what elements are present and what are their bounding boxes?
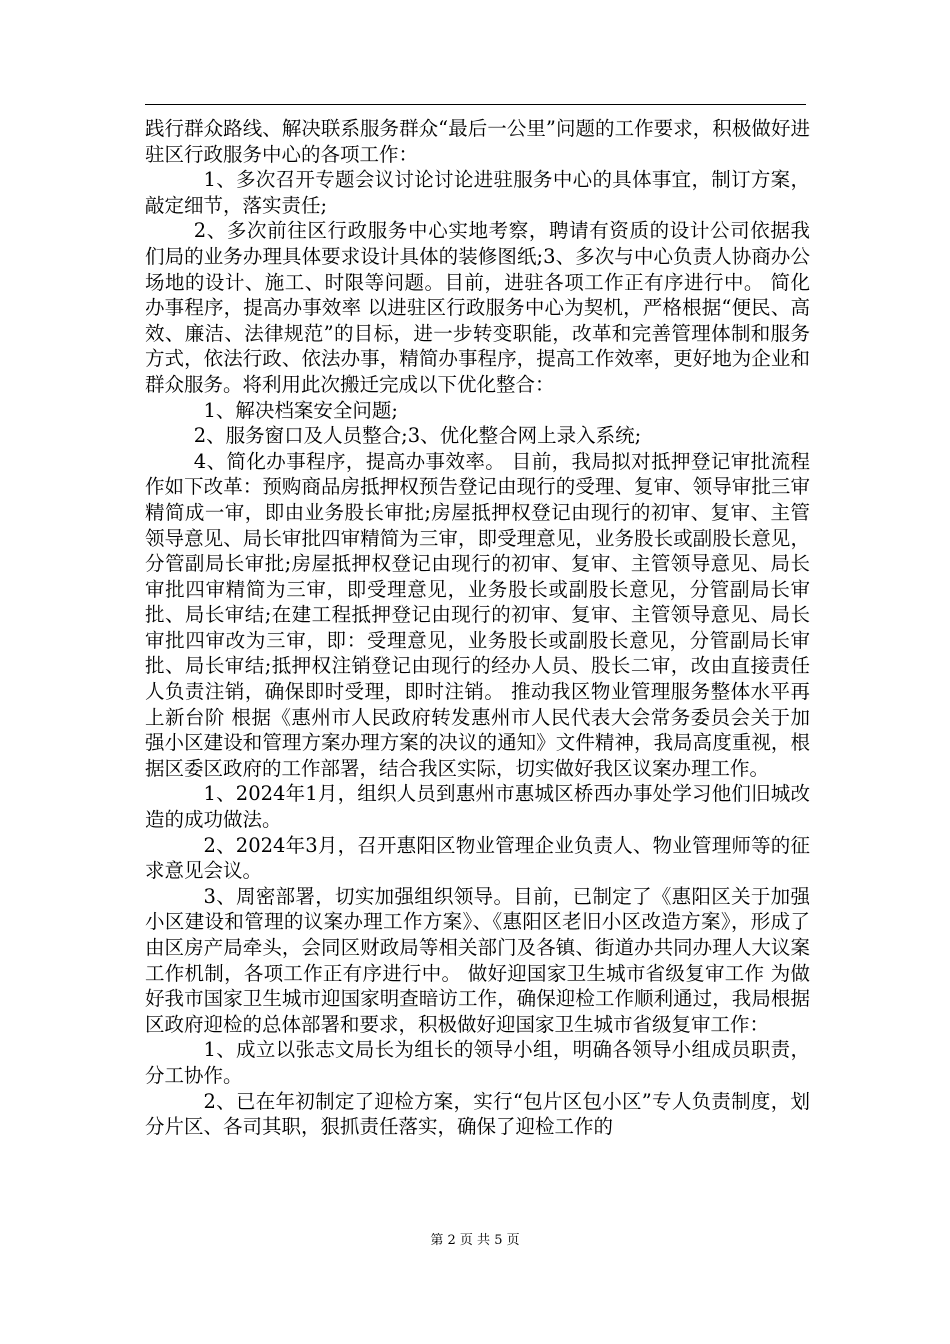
paragraph-8: 2、2024年3月，召开惠阳区物业管理企业负责人、物业管理师等的征求意见会议。 (145, 833, 810, 883)
paragraph-11: 2、已在年初制定了迎检方案，实行“包片区包小区”专人负责制度，划分片区、各司其职，狠抓责任落实，确保了迎检工作的 (145, 1089, 810, 1139)
document-body (145, 116, 810, 1140)
paragraph-5: 2、服务窗口及人员整合;3、优化整合网上录入系统; (193, 424, 642, 448)
paragraph-9: 3、周密部署，切实加强组织领导。目前，已制定了《惠阳区关于加强小区建设和管理的议案办理工作方案》、《惠阳区老旧小区改造方案》，形成了由区房产局牵头，会同区财政局等相关部门及各镇、街道办共同办理人大议案工作机制，各项工作正有序进行中。 做好迎国家卫生城市省级复审工作 为做好我市国家卫生城市迎国家明查暗访工作，确保迎检工作顺利通过，我局根据区政府迎检的总体部署和要求，积极做好迎国家卫生城市省级复审工作： (145, 884, 810, 1036)
paragraph-6: 4、简化办事程序，提高办事效率。 目前，我局拟对抵押登记审批流程作如下改革：预购商品房抵押权预告登记由现行的受理、复审、领导审批三审精简成一审，即由业务股长审批;房屋抵押权登记由现行的初审、复审、主管领导意见、局长审批四审精简为三审，即受理意见，业务股长或副股长意见，分管副局长审批;房屋抵押权登记由现行的初审、复审、主管领导意见、局长审批四审精简为三审，即受理意见，业务股长或副股长意见，分管副局长审批、局长审结;在建工程抵押登记由现行的初审、复审、主管领导意见、局长审批四审改为三审，即：受理意见，业务股长或副股长意见，分管副局长审批、局长审结;抵押权注销登记由现行的经办人员、股长二审，改由直接责任人负责注销，确保即时受理，即时注销。 推动我区物业管理服务整体水平再上新台阶 根据《惠州市人民政府转发惠州市人民代表大会常务委员会关于加强小区建设和管理方案办理方案的决议的通知》文件精神，我局高度重视，根据区委区政府的工作部署，结合我区实际，切实做好我区议案办理工作。 (145, 449, 810, 780)
paragraph-1: 践行群众路线、解决联系服务群众“最后一公里”问题的工作要求，积极做好进驻区行政服务中心的各项工作： (145, 117, 810, 166)
paragraph-2: 1、多次召开专题会议讨论讨论进驻服务中心的具体事宜，制订方案，敲定细节，落实责任; (145, 168, 810, 217)
paragraph-7: 1、2024年1月，组织人员到惠州市惠城区桥西办事处学习他们旧城改造的成功做法。 (145, 782, 810, 832)
page-footer: 第 2 页 共 5 页 (430, 1233, 520, 1248)
paragraph-4: 1、解决档案安全问题; (203, 398, 398, 422)
paragraph-3: 2、多次前往区行政服务中心实地考察，聘请有资质的设计公司依据我们局的业务办理具体要求设计具体的装修图纸;3、多次与中心负责人协商办公场地的设计、施工、时限等问题。目前，进驻各项工作正有序进行中。 简化办事程序，提高办事效率 以进驻区行政服务中心为契机，严格根据“便民、高效、廉洁、法律规范”的目标，进一步转变职能，改革和完善管理体制和服务方式，依法行政、依法办事，精简办事程序，提高工作效率，更好地为企业和群众服务。将利用此次搬迁完成以下优化整合： (145, 219, 810, 396)
paragraph-10: 1、成立以张志文局长为组长的领导小组，明确各领导小组成员职责，分工协作。 (145, 1038, 810, 1087)
header-divider (145, 104, 806, 105)
